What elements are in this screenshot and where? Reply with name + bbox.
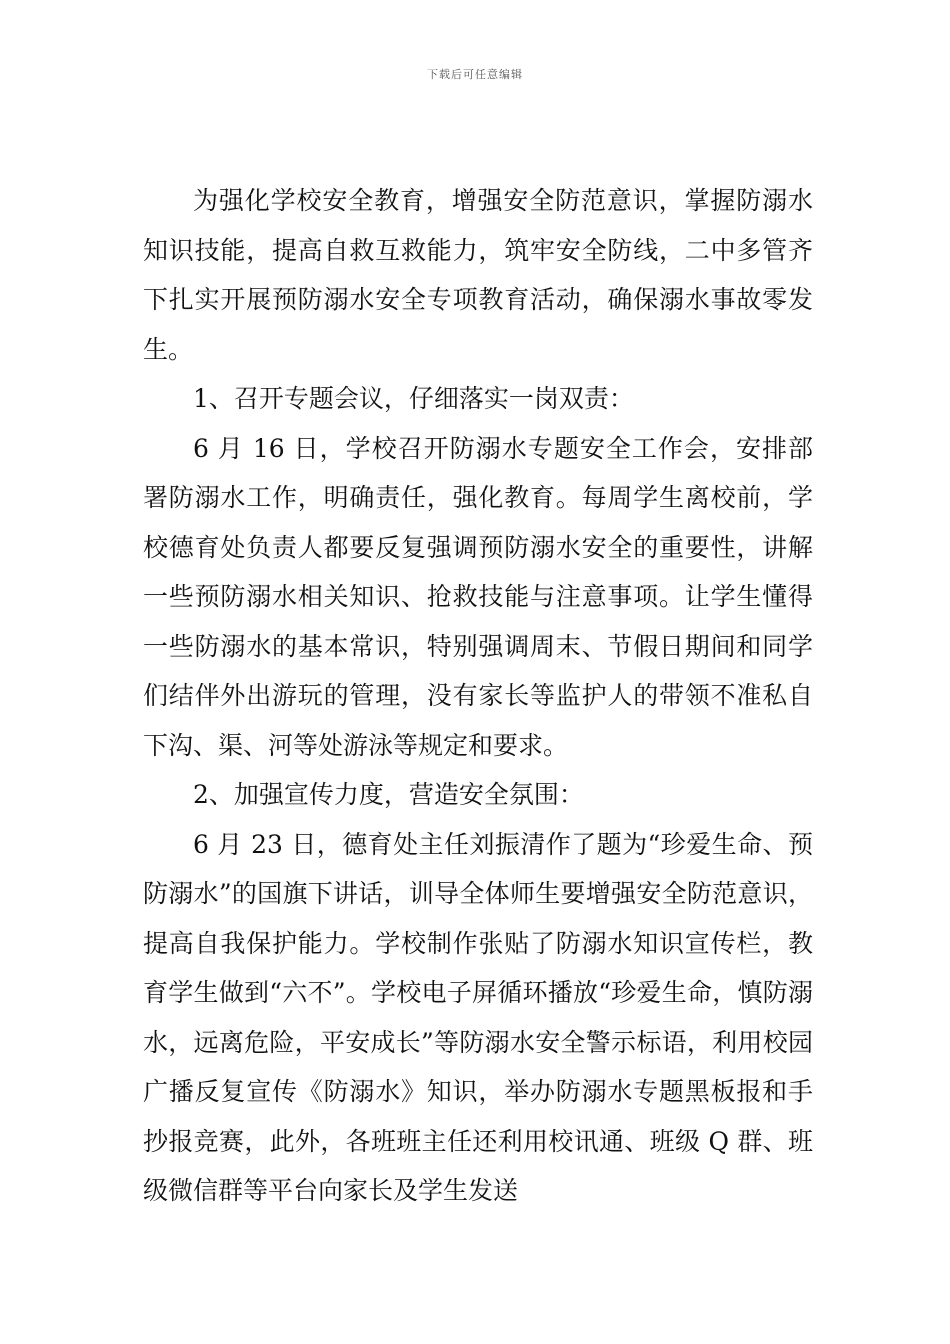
section-heading-1: 1、召开专题会议，仔细落实一岗双责： — [193, 384, 634, 413]
header-note: 下载后可任意编辑 — [427, 68, 523, 81]
paragraph-section-1: 6 月 16 日，学校召开防溺水专题安全工作会，安排部署防溺水工作，明确责任，强化教育。每周学生离校前，学校德育处负责人都要反复强调预防溺水安全的重要性，讲解一些预防溺水相关知识、抢救技能与注意事项。让学生懂得一些防溺水的基本常识，特别强调周末、节假日期间和同学们结伴外出游玩的管理，没有家长等监护人的带领不准私自下沟、渠、河等处游泳等规定和要求。 — [143, 433, 813, 760]
section-heading-2: 2、加强宣传力度，营造安全氛围： — [193, 780, 584, 809]
paragraph-intro: 为强化学校安全教育，增强安全防范意识，掌握防溺水知识技能，提高自救互救能力，筑牢安全防线，二中多管齐下扎实开展预防溺水安全专项教育活动，确保溺水事故零发生。 — [143, 186, 813, 364]
paragraph-section-2: 6 月 23 日，德育处主任刘振清作了题为“珍爱生命、预防溺水”的国旗下讲话，训导全体师生要增强安全防范意识，提高自我保护能力。学校制作张贴了防溺水知识宣传栏，教育学生做到“六不”。学校电子屏循环播放“珍爱生命，慎防溺水，远离危险，平安成长”等防溺水安全警示标语，利用校园广播反复宣传《防溺水》知识，举办防溺水专题黑板报和手抄报竞赛，此外，各班班主任还利用校讯通、班级 Q 群、班级微信群等平台向家长及学生发送 — [143, 829, 813, 1205]
document-body — [143, 176, 813, 1216]
